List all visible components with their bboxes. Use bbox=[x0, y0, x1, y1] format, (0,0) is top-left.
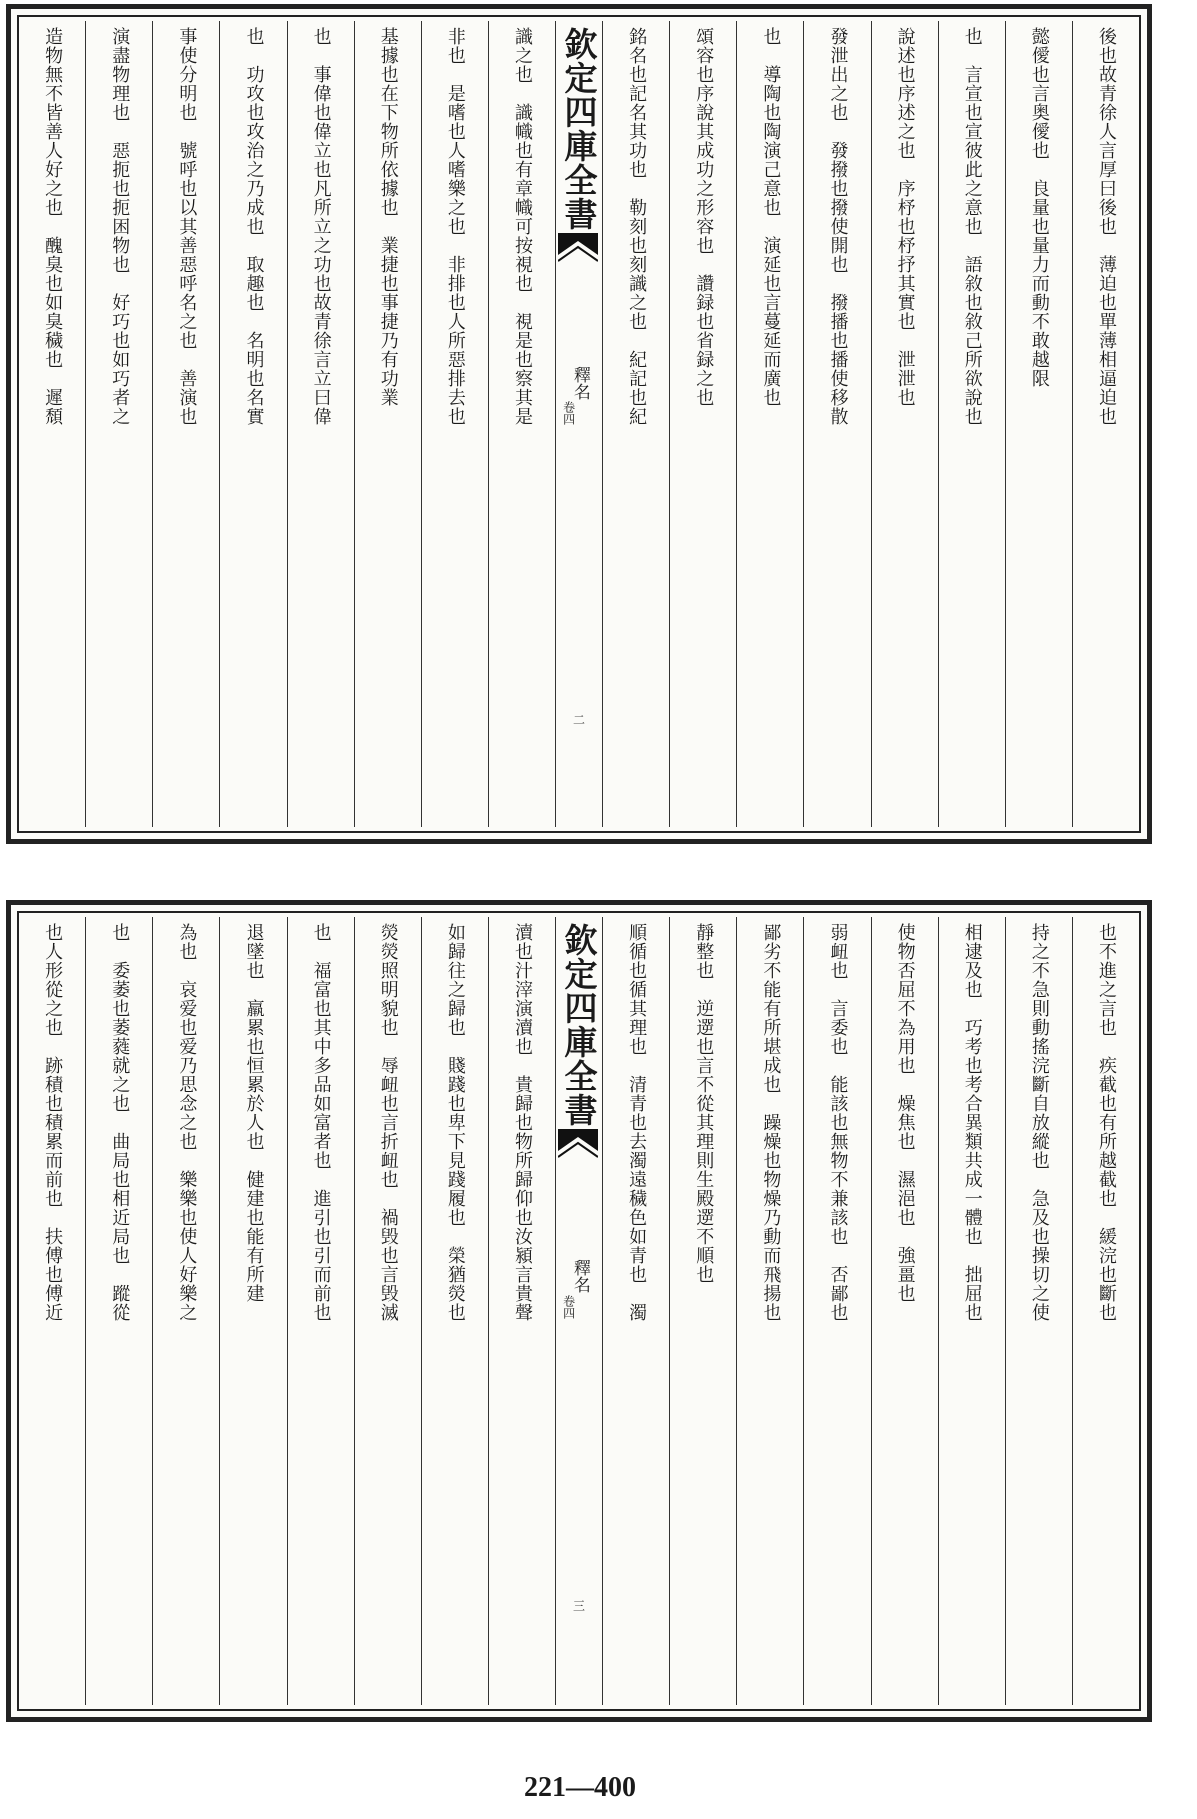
text-column: 持之不急則動搖浣斷自放縱也 急及也操切之使 bbox=[1005, 917, 1072, 1705]
book-title: 欽定四庫全書 bbox=[559, 923, 599, 1127]
fish-tail-mark-icon bbox=[558, 1129, 598, 1179]
juan-label: 卷四 bbox=[561, 401, 576, 425]
text-column: 發泄出之也 發撥也撥使開也 撥播也播使移散 bbox=[803, 21, 870, 827]
page-center-fold bbox=[555, 917, 602, 1705]
text-column: 弱衄也 言委也 能該也無物不兼該也 否鄙也 bbox=[803, 917, 870, 1705]
text-column: 順循也循其理也 清青也去濁遠穢色如青也 濁 bbox=[602, 917, 669, 1705]
book-title: 欽定四庫全書 bbox=[559, 27, 599, 231]
text-column: 靜整也 逆遻也言不從其理則生殿遻不順也 bbox=[669, 917, 736, 1705]
fish-tail-mark-icon bbox=[558, 233, 598, 283]
juan-label: 卷四 bbox=[561, 1295, 576, 1319]
text-column: 使物否屈不為用也 燥焦也 濕浥也 強畺也 bbox=[871, 917, 938, 1705]
text-column: 銘名也記名其功也 勒刻也刻識之也 紀記也紀 bbox=[602, 21, 669, 827]
text-column: 熒熒照明貌也 辱衄也言折衄也 禍毁也言毁滅 bbox=[354, 917, 421, 1705]
text-column: 說述也序述之也 序杼也杼抒其實也 泄泄也 bbox=[871, 21, 938, 827]
chapter-label: 釋名 bbox=[569, 366, 590, 400]
text-column: 也 事偉也偉立也凡所立之功也故青徐言立曰偉 bbox=[287, 21, 354, 827]
text-column: 也 言宣也宣彼此之意也 語敘也敘己所欲說也 bbox=[938, 21, 1005, 827]
text-column: 造物無不皆善人好之也 醜臭也如臭穢也 遲頹 bbox=[42, 27, 64, 426]
text-column: 瀆也汁滓演瀆也 貴歸也物所歸仰也汝潁言貴聲 bbox=[488, 917, 555, 1705]
top-page-inner-border bbox=[17, 15, 1141, 833]
text-column: 為也 哀爱也爱乃思念之也 樂樂也使人好樂之 bbox=[152, 917, 219, 1705]
bottom-page-frame bbox=[6, 900, 1152, 1722]
text-column: 如歸往之歸也 賤踐也卑下見踐履也 榮猶熒也 bbox=[421, 917, 488, 1705]
text-column: 也 福富也其中多品如富者也 進引也引而前也 bbox=[287, 917, 354, 1705]
text-column: 頌容也序說其成功之形容也 讚録也省録之也 bbox=[669, 21, 736, 827]
text-column: 識之也 識幟也有章幟可按視也 視是也察其是 bbox=[488, 21, 555, 827]
text-column: 演盡物理也 惡扼也扼困物也 好巧也如巧者之 bbox=[85, 21, 152, 827]
text-column: 非也 是嗜也人嗜樂之也 非排也人所惡排去也 bbox=[421, 21, 488, 827]
text-column: 也 委萎也萎蕤就之也 曲局也相近局也 蹤從 bbox=[85, 917, 152, 1705]
text-column: 基據也在下物所依據也 業捷也事捷乃有功業 bbox=[354, 21, 421, 827]
text-column: 鄙劣不能有所堪成也 躁燥也物燥乃動而飛揚也 bbox=[736, 917, 803, 1705]
top-page-frame bbox=[6, 4, 1152, 844]
text-column: 懿僾也言奥僾也 良量也量力而動不敢越限 bbox=[1005, 21, 1072, 827]
text-column: 也 功攻也攻治之乃成也 取趣也 名明也名實 bbox=[219, 21, 286, 827]
page-number: 221—400 bbox=[524, 1772, 636, 1803]
text-column: 也 導陶也陶演己意也 演延也言蔓延而廣也 bbox=[736, 21, 803, 827]
bottom-page-inner-border bbox=[17, 911, 1141, 1711]
top-page-columns bbox=[19, 21, 1139, 827]
text-column: 也人形從之也 跡積也積累而前也 扶傅也傅近 bbox=[42, 923, 64, 1322]
folio-number: 二 bbox=[572, 713, 586, 727]
text-column: 退墜也 羸累也恒累於人也 健建也能有所建 bbox=[219, 917, 286, 1705]
page-center-fold bbox=[555, 21, 602, 827]
text-column: 相逮及也 巧考也考合異類共成一體也 拙屈也 bbox=[938, 917, 1005, 1705]
text-column: 也不進之言也 疾截也有所越截也 緩浣也斷也 bbox=[1072, 917, 1139, 1705]
text-column: 後也故青徐人言厚曰後也 薄迫也單薄相逼迫也 bbox=[1072, 21, 1139, 827]
chapter-label: 釋名 bbox=[569, 1259, 590, 1293]
text-column: 事使分明也 號呼也以其善惡呼名之也 善演也 bbox=[152, 21, 219, 827]
bottom-page-columns bbox=[19, 917, 1139, 1705]
folio-number: 三 bbox=[572, 1599, 586, 1613]
